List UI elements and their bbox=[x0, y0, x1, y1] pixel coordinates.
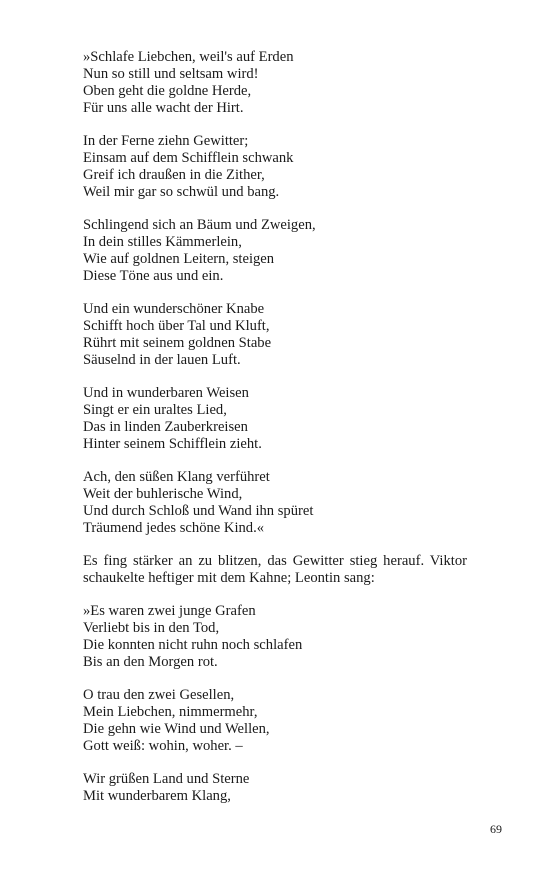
verse-line: Für uns alle wacht der Hirt. bbox=[83, 100, 244, 116]
verse-line: Weit der buhlerische Wind, bbox=[83, 486, 243, 502]
poem-2 bbox=[83, 603, 467, 805]
poem-stanza bbox=[83, 687, 467, 755]
verse-line: In dein stilles Kämmerlein, bbox=[83, 234, 242, 250]
verse-line: Mit wunderbarem Klang, bbox=[83, 788, 231, 804]
poem-stanza bbox=[83, 49, 467, 117]
verse-line: Ach, den süßen Klang verführet bbox=[83, 469, 270, 485]
verse-line: Wir grüßen Land und Sterne bbox=[83, 771, 250, 787]
verse-line: In der Ferne ziehn Gewitter; bbox=[83, 133, 249, 149]
poem-stanza bbox=[83, 771, 467, 805]
verse-line: Verliebt bis in den Tod, bbox=[83, 620, 220, 636]
verse-line: Gott weiß: wohin, woher. – bbox=[83, 738, 243, 754]
poem-stanza bbox=[83, 603, 467, 671]
poem-stanza bbox=[83, 217, 467, 285]
verse-line: »Schlafe Liebchen, weil's auf Erden bbox=[83, 49, 294, 65]
verse-line: Die gehn wie Wind und Wellen, bbox=[83, 721, 270, 737]
poem-stanza bbox=[83, 469, 467, 537]
poem-stanza bbox=[83, 133, 467, 201]
verse-line: Greif ich draußen in die Zither, bbox=[83, 167, 265, 183]
poem-stanza bbox=[83, 385, 467, 453]
verse-line: Schlingend sich an Bäum und Zweigen, bbox=[83, 217, 316, 233]
verse-line: Schifft hoch über Tal und Kluft, bbox=[83, 318, 270, 334]
poem-1 bbox=[83, 49, 467, 537]
verse-line: Und in wunderbaren Weisen bbox=[83, 385, 249, 401]
verse-line: Oben geht die goldne Herde, bbox=[83, 83, 252, 99]
verse-line: Einsam auf dem Schifflein schwank bbox=[83, 150, 294, 166]
verse-line: Rührt mit seinem goldnen Stabe bbox=[83, 335, 272, 351]
verse-line: Nun so still und seltsam wird! bbox=[83, 66, 259, 82]
verse-line: Diese Töne aus und ein. bbox=[83, 268, 224, 284]
verse-line: Und ein wunderschöner Knabe bbox=[83, 301, 265, 317]
verse-line: Bis an den Morgen rot. bbox=[83, 654, 218, 670]
verse-line: Säuselnd in der lauen Luft. bbox=[83, 352, 241, 368]
verse-line: O trau den zwei Gesellen, bbox=[83, 687, 235, 703]
verse-line: Mein Liebchen, nimmermehr, bbox=[83, 704, 258, 720]
verse-line: Das in linden Zauberkreisen bbox=[83, 419, 248, 435]
verse-line: Hinter seinem Schifflein zieht. bbox=[83, 436, 262, 452]
verse-line: Die konnten nicht ruhn noch schlafen bbox=[83, 637, 303, 653]
verse-line: »Es waren zwei junge Grafen bbox=[83, 603, 256, 619]
verse-line: Wie auf goldnen Leitern, steigen bbox=[83, 251, 275, 267]
page-number: 69 bbox=[490, 822, 502, 836]
page-content bbox=[83, 49, 467, 821]
verse-line: Und durch Schloß und Wand ihn spüret bbox=[83, 503, 314, 519]
prose-paragraph: Es fing stärker an zu blitzen, das Gewitter stieg herauf. Viktor schaukelte heftiger mit dem Kahne; Leontin sang: bbox=[83, 553, 467, 586]
verse-line: Weil mir gar so schwül und bang. bbox=[83, 184, 280, 200]
poem-stanza bbox=[83, 301, 467, 369]
verse-line: Singt er ein uraltes Lied, bbox=[83, 402, 227, 418]
verse-line: Träumend jedes schöne Kind.« bbox=[83, 520, 265, 536]
